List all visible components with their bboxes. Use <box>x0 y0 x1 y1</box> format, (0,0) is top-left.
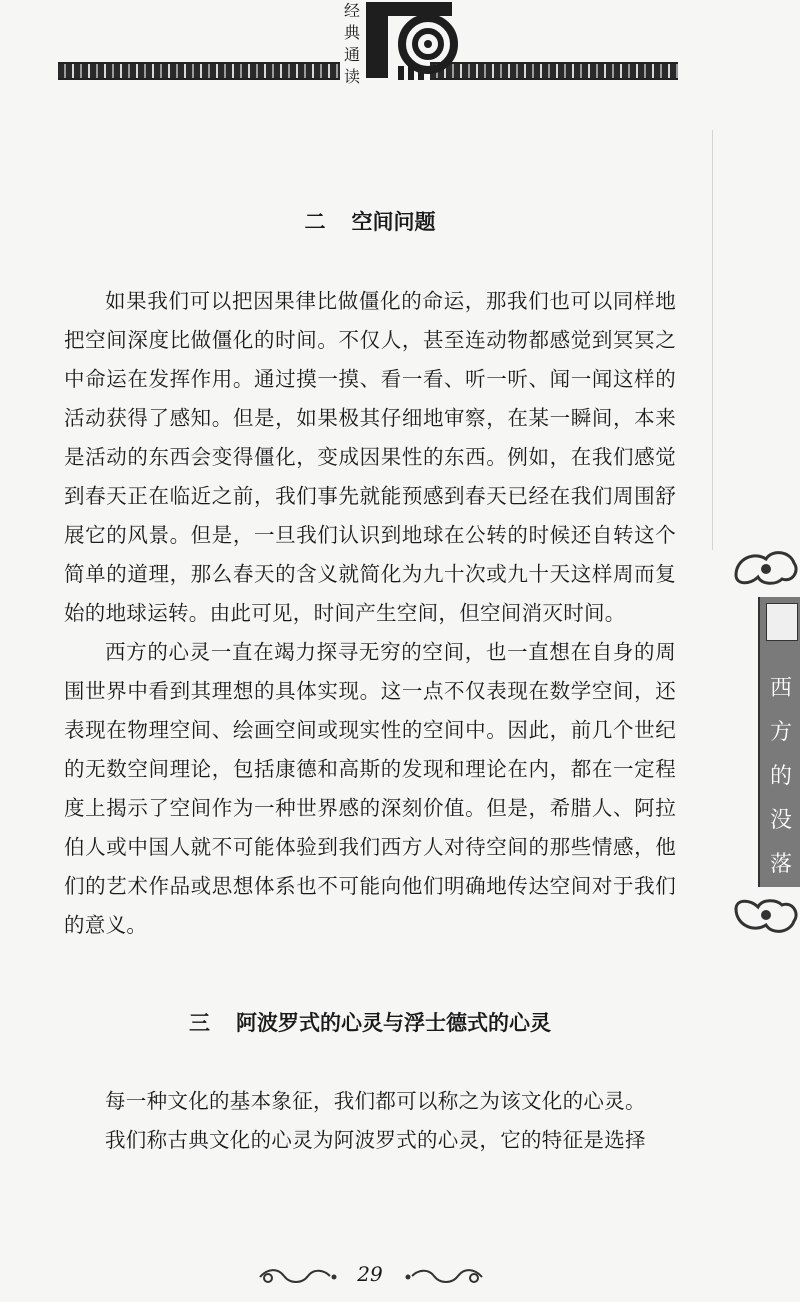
side-tab-title-char: 落 <box>769 852 792 877</box>
side-tab-title-char: 没 <box>769 808 792 833</box>
series-title-char: 典 <box>343 23 360 42</box>
section-title: 阿波罗式的心灵与浮士德式的心灵 <box>236 1011 551 1035</box>
paragraph: 如果我们可以把因果律比做僵化的命运，那我们也可以同样地把空间深度比做僵化的时间。不仅人，甚至连动物都感觉到冥冥之中命运在发挥作用。通过摸一摸、看一看、听一听、闻一闻这样的活动获得了感知。但是，如果极其仔细地审察，在某一瞬间，本来是活动的东西会变得僵化，变成因果性的东西。例如，在我们感觉到春天正在临近之前，我们事先就能预感到春天已经在我们周围舒展它的风景。但是，一旦我们认识到地球在公转的时候还自转这个简单的道理，那么春天的含义就简化为九十次或九十天这样周而复始的地球运转。由此可见，时间产生空间，但空间消灭时间。 <box>64 289 676 625</box>
side-tab-title-char: 西 <box>769 676 792 701</box>
section-heading <box>60 1007 680 1037</box>
margin-rule <box>712 130 713 550</box>
cloud-scroll-ornament-icon <box>732 545 800 589</box>
side-tab-box <box>758 597 800 887</box>
header-ornament-band-left <box>58 62 340 80</box>
paragraph: 西方的心灵一直在竭力探寻无穷的空间，也一直想在自身的周围世界中看到其理想的具体实现。这一点不仅表现在数学空间，还表现在物理空间、绘画空间或现实性的空间中。因此，前几个世纪的无数空间理论，包括康德和高斯的发现和理论在内，都在一定程度上揭示了空间作为一种世界感的深刻价值。但是，希腊人、阿拉伯人或中国人就不可能体验到我们西方人对待空间的那些情感，他们的艺术作品或思想体系也不可能向他们明确地传达空间对于我们的意义。 <box>64 640 676 937</box>
footer-ornament-left-icon <box>258 1266 338 1288</box>
footer-ornament-right-icon <box>404 1266 484 1288</box>
section-heading <box>60 206 680 236</box>
book-title-vertical <box>760 667 800 887</box>
cloud-scroll-ornament-icon <box>732 895 800 939</box>
page-number: 29 <box>357 1262 383 1286</box>
chapter-side-tab <box>752 545 800 935</box>
author-portrait <box>766 603 798 641</box>
side-tab-title-char: 的 <box>769 764 792 789</box>
series-title-char: 读 <box>343 67 360 86</box>
series-title-char: 经 <box>343 1 360 20</box>
section-body <box>64 1082 676 1160</box>
section-number: 二 <box>304 210 326 234</box>
running-header <box>58 0 678 90</box>
page-footer <box>0 1262 800 1292</box>
side-tab-title-char: 方 <box>769 720 792 745</box>
paragraph: 每一种文化的基本象征，我们都可以称之为该文化的心灵。 <box>105 1089 646 1113</box>
section-body <box>64 282 676 945</box>
section-number: 三 <box>189 1011 210 1035</box>
paragraph: 我们称古典文化的心灵为阿波罗式的心灵，它的特征是选择 <box>105 1128 646 1152</box>
section-title: 空间问题 <box>351 210 436 234</box>
spiral-emblem-icon <box>358 0 470 90</box>
series-title-char: 通 <box>343 45 360 64</box>
